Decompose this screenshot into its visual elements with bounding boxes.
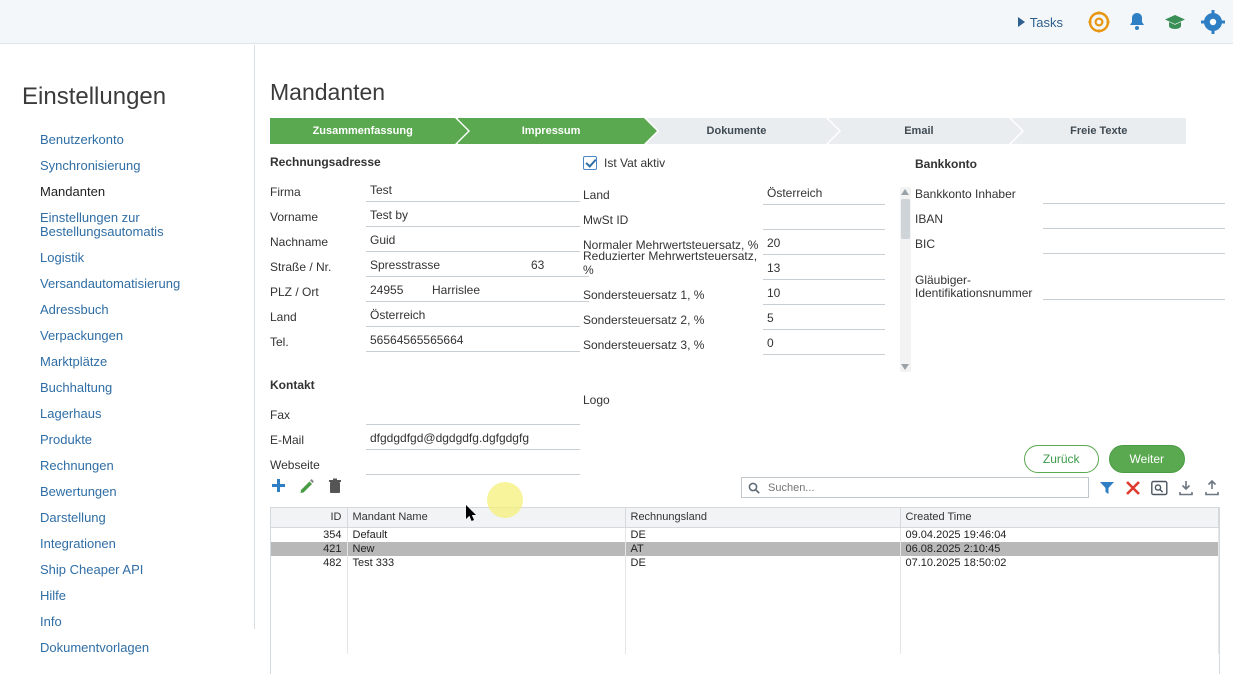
step-label: Freie Texte xyxy=(1070,125,1128,137)
field-iban xyxy=(915,206,1225,229)
field-reduzierter-mwst xyxy=(583,249,893,280)
field-label: Sondersteuersatz 2, % xyxy=(583,313,705,327)
sidebar-item-darstellung[interactable]: Darstellung xyxy=(40,510,106,525)
grid-toolbar xyxy=(270,477,1220,505)
field-land xyxy=(270,304,580,327)
cell-name: New xyxy=(347,542,625,556)
field-label: Fax xyxy=(270,408,291,422)
field-label: BIC xyxy=(915,237,936,251)
sidebar-item-marktplaetze[interactable]: Marktplätze xyxy=(40,354,108,369)
table-row-empty xyxy=(271,584,1219,598)
field-label: MwSt ID xyxy=(583,213,629,227)
field-label: Sondersteuersatz 1, % xyxy=(583,288,705,302)
sidebar-item-bewertungen[interactable]: Bewertungen xyxy=(40,484,117,499)
sidebar-item-integrationen[interactable]: Integrationen xyxy=(40,536,116,551)
field-label: Tel. xyxy=(270,335,289,349)
field-bankkonto-inhaber xyxy=(915,181,1225,204)
next-button[interactable]: Weiter xyxy=(1109,445,1185,473)
step-dokumente[interactable] xyxy=(647,118,826,144)
field-bic xyxy=(915,231,1225,254)
sondersteuersatz-1-input[interactable] xyxy=(763,285,885,305)
vorname-input[interactable] xyxy=(366,207,580,227)
mandant-form xyxy=(270,155,1220,480)
edit-icon[interactable] xyxy=(299,478,315,494)
settings-sidebar xyxy=(0,45,255,655)
field-label: Sondersteuersatz 3, % xyxy=(583,338,705,352)
column-header-id[interactable]: ID xyxy=(271,508,347,527)
step-label: Zusammenfassung xyxy=(312,125,413,137)
field-fax xyxy=(270,402,580,425)
settings-gear-orange-icon[interactable] xyxy=(1087,10,1111,34)
field-label: Land xyxy=(583,188,610,202)
table-row-empty xyxy=(271,570,1219,584)
scroll-thumb[interactable] xyxy=(901,199,910,239)
bic-input[interactable] xyxy=(1043,234,1225,254)
mandanten-table[interactable] xyxy=(270,507,1220,674)
column-header-mandant-name[interactable]: Mandant Name xyxy=(347,508,625,527)
iban-input[interactable] xyxy=(1043,209,1225,229)
sidebar-item-hilfe[interactable]: Hilfe xyxy=(40,588,67,603)
field-label: PLZ / Ort xyxy=(270,285,319,299)
reduzierter-mwst-input[interactable] xyxy=(763,260,885,280)
field-sondersteuersatz-1 xyxy=(583,282,893,305)
table-row[interactable] xyxy=(271,556,1219,570)
chevron-right-icon xyxy=(1018,17,1025,27)
field-firma xyxy=(270,179,580,202)
field-label: Land xyxy=(270,310,297,324)
sidebar-item-logistik[interactable]: Logistik xyxy=(40,250,85,265)
field-sondersteuersatz-2 xyxy=(583,307,893,330)
clear-filter-icon[interactable] xyxy=(1125,480,1141,496)
table-row-empty xyxy=(271,612,1219,626)
field-label: IBAN xyxy=(915,212,944,226)
contact-title: Kontakt xyxy=(270,378,315,392)
normaler-mwst-input[interactable] xyxy=(763,235,885,255)
table-row-empty xyxy=(271,598,1219,612)
table-row-empty xyxy=(271,626,1219,640)
plz-ort-group xyxy=(366,282,589,302)
column-header-created-time[interactable]: Created Time xyxy=(900,508,1219,527)
email-input[interactable] xyxy=(366,430,580,450)
sondersteuersatz-3-input[interactable] xyxy=(763,335,885,355)
cell-created: 06.08.2025 2:10:45 xyxy=(900,542,1219,556)
logo-label: Logo xyxy=(583,393,610,407)
step-chevron-icon xyxy=(826,118,839,144)
scroll-up-arrow-icon[interactable] xyxy=(901,189,909,195)
glaeubiger-id-input[interactable] xyxy=(1043,280,1225,300)
field-glaeubiger-id xyxy=(915,266,1225,300)
grid-toolbar-left xyxy=(270,477,343,494)
field-label: Gläubiger-Identifikationsnummer xyxy=(915,273,1033,300)
sidebar-item-rechnungen[interactable]: Rechnungen xyxy=(40,458,114,473)
field-plz-ort xyxy=(270,279,580,302)
sondersteuersatz-2-input[interactable] xyxy=(763,310,885,330)
graduation-cap-icon[interactable] xyxy=(1163,10,1187,34)
table-row[interactable] xyxy=(271,527,1219,542)
sidebar-item-mandanten[interactable]: Mandanten xyxy=(40,184,106,199)
cell-id: 482 xyxy=(271,556,347,570)
sidebar-title: Einstellungen xyxy=(22,83,167,110)
cell-country: DE xyxy=(625,556,900,570)
hausnummer-input[interactable] xyxy=(527,257,589,277)
vat-active-label: Ist Vat aktiv xyxy=(604,156,666,170)
nachname-input[interactable] xyxy=(366,232,580,252)
field-nachname xyxy=(270,229,580,252)
field-webseite xyxy=(270,452,580,475)
ort-input[interactable] xyxy=(428,282,589,302)
field-label: Webseite xyxy=(270,458,320,472)
find-icon[interactable] xyxy=(1151,480,1168,496)
tax-scrollbar[interactable] xyxy=(900,187,911,372)
wizard-nav xyxy=(1024,445,1185,473)
mwst-id-input[interactable] xyxy=(763,210,885,230)
step-freie-texte[interactable] xyxy=(1012,118,1186,144)
step-chevron-icon xyxy=(455,118,468,144)
bell-icon[interactable] xyxy=(1125,10,1149,34)
mouse-cursor xyxy=(466,505,478,523)
bankkonto-inhaber-input[interactable] xyxy=(1043,184,1225,204)
bank-group xyxy=(915,155,1225,302)
sidebar-item-benutzerkonto[interactable]: Benutzerkonto xyxy=(40,132,124,147)
land-input[interactable] xyxy=(366,307,580,327)
street-group xyxy=(366,257,589,277)
export-icon[interactable] xyxy=(1178,480,1194,496)
table-row-empty xyxy=(271,640,1219,654)
sidebar-item-lagerhaus[interactable]: Lagerhaus xyxy=(40,406,102,421)
sidebar-item-dokumentvorlagen[interactable]: Dokumentvorlagen xyxy=(40,640,150,655)
column-header-rechnungsland[interactable]: Rechnungsland xyxy=(625,508,900,527)
cell-id: 354 xyxy=(271,527,347,542)
cell-country: DE xyxy=(625,527,900,542)
add-icon[interactable] xyxy=(270,477,287,494)
scroll-down-arrow-icon[interactable] xyxy=(901,364,909,370)
step-label: Impressum xyxy=(521,125,581,137)
field-label: Reduzierter Mehrwertsteuersatz, % xyxy=(583,249,758,277)
table-row[interactable] xyxy=(271,542,1219,556)
step-impressum[interactable] xyxy=(458,118,643,144)
table xyxy=(271,508,1219,654)
grid-toolbar-right xyxy=(741,477,1220,498)
step-label: Dokumente xyxy=(706,125,767,137)
wizard-steps xyxy=(270,118,1186,144)
field-label: Bankkonto Inhaber xyxy=(915,187,1016,201)
tax-land-input[interactable] xyxy=(763,185,885,205)
search-box[interactable] xyxy=(741,477,1089,498)
cell-id: 421 xyxy=(271,542,347,556)
sidebar-item-ship-cheaper-api[interactable]: Ship Cheaper API xyxy=(40,562,144,577)
tasks-button[interactable] xyxy=(1018,15,1063,30)
cell-created: 07.10.2025 18:50:02 xyxy=(900,556,1219,570)
import-icon[interactable] xyxy=(1204,480,1220,496)
bank-title: Bankkonto xyxy=(915,157,978,171)
table-body xyxy=(271,527,1219,654)
firma-input[interactable] xyxy=(366,182,580,202)
field-label: E-Mail xyxy=(270,433,305,447)
cell-created: 09.04.2025 19:46:04 xyxy=(900,527,1219,542)
sidebar-item-info[interactable]: Info xyxy=(40,614,62,629)
tax-group xyxy=(583,155,893,407)
billing-address-title: Rechnungsadresse xyxy=(270,155,381,169)
search-icon xyxy=(748,482,760,494)
page-title: Mandanten xyxy=(270,79,386,105)
sidebar-item-produkte[interactable]: Produkte xyxy=(40,432,93,447)
top-bar-actions xyxy=(1018,0,1225,44)
delete-icon[interactable] xyxy=(327,478,343,494)
sidebar-menu xyxy=(0,127,254,661)
field-label: Firma xyxy=(270,185,301,199)
field-sondersteuersatz-3 xyxy=(583,332,893,355)
field-mwst-id xyxy=(583,207,893,230)
filter-icon[interactable] xyxy=(1099,480,1115,496)
vat-active-row[interactable] xyxy=(583,155,893,171)
field-label: Normaler Mehrwertsteuersatz, % xyxy=(583,238,759,252)
field-label: Nachname xyxy=(270,235,329,249)
billing-address-group xyxy=(270,155,580,477)
sidebar-item-adressbuch[interactable]: Adressbuch xyxy=(40,302,109,317)
step-chevron-icon xyxy=(644,118,657,144)
step-label: Email xyxy=(904,125,934,137)
step-chevron-icon xyxy=(1009,118,1022,144)
cell-name: Test 333 xyxy=(347,556,625,570)
main-panel xyxy=(260,45,1233,629)
fax-input[interactable] xyxy=(366,405,580,425)
field-label: Vorname xyxy=(270,210,319,224)
sidebar-item-buchhaltung[interactable]: Buchhaltung xyxy=(40,380,113,395)
field-tax-land xyxy=(583,182,893,205)
step-email[interactable] xyxy=(829,118,1008,144)
sidebar-item-bestellungsautomatisierung[interactable]: Einstellungen zur Bestellungsautomatis xyxy=(40,210,164,239)
step-zusammenfassung[interactable] xyxy=(270,118,455,144)
table-header xyxy=(271,508,1219,527)
field-vorname xyxy=(270,204,580,227)
back-button[interactable]: Zurück xyxy=(1024,445,1099,473)
sidebar-item-verpackungen[interactable]: Verpackungen xyxy=(40,328,124,343)
field-strasse xyxy=(270,254,580,277)
webseite-input[interactable] xyxy=(366,455,580,475)
sidebar-item-synchronisierung[interactable]: Synchronisierung xyxy=(40,158,141,173)
cell-country: AT xyxy=(625,542,900,556)
strasse-input[interactable] xyxy=(366,257,527,277)
plz-input[interactable] xyxy=(366,282,428,302)
top-bar xyxy=(0,0,1233,44)
field-email xyxy=(270,427,580,450)
field-label: Straße / Nr. xyxy=(270,260,332,274)
field-tel xyxy=(270,329,580,352)
vat-active-checkbox-icon[interactable] xyxy=(583,156,597,170)
click-highlight xyxy=(487,482,523,518)
tasks-label: Tasks xyxy=(1029,14,1063,30)
sidebar-item-versandautomatisierung[interactable]: Versandautomatisierung xyxy=(40,276,181,291)
search-input[interactable] xyxy=(766,481,1082,495)
gear-icon[interactable] xyxy=(1201,10,1225,34)
cell-name: Default xyxy=(347,527,625,542)
tel-input[interactable] xyxy=(366,332,580,352)
